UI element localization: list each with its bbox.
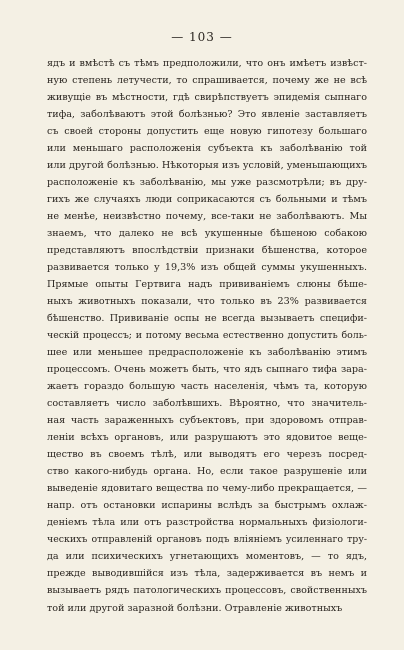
text-line: представляютъ впослѣдствіи признаки бѣшенства, которое: [47, 245, 367, 257]
text-line: леніи всѣхъ органовъ, или разрушаютъ это ядовитое веще-: [47, 432, 367, 444]
text-line: ныхъ животныхъ показали, что только въ 23% развивается: [47, 296, 367, 308]
text-line: щество въ своемъ тѣлѣ, или выводятъ его черезъ посред-: [47, 449, 367, 461]
text-line: ческихъ отправленій органовъ подъ вліяніемъ усиленнаго тру-: [47, 534, 367, 546]
text-line: Прямые опыты Гертвига надъ прививаніемъ слюны бѣше-: [47, 279, 367, 291]
text-line: гихъ же случаяхъ люди соприкасаются съ больными и тѣмъ: [47, 194, 367, 206]
text-line: бѣшенство. Прививаніе оспы не всегда вызываетъ специфи-: [47, 313, 367, 325]
text-line: процессомъ. Очень можетъ быть, что ядъ сыпнаго тифа зара-: [47, 364, 367, 376]
text-line: жаетъ гораздо большую часть населенія, чѣмъ та, которую: [47, 381, 367, 393]
text-line: или другой болѣзнью. Нѣкоторыя изъ условій, уменьшающихъ: [47, 160, 367, 172]
text-line: деніемъ тѣла или отъ разстройства нормальныхъ физіологи-: [47, 517, 367, 529]
text-line: живущіе въ мѣстности, гдѣ свирѣпствуетъ эпидемія сыпнаго: [47, 92, 367, 104]
text-line: ная часть зараженныхъ субъектовъ, при здоровомъ отправ-: [47, 415, 367, 427]
text-line: ческій процессъ; и потому весьма естественно допустить боль-: [47, 330, 367, 342]
text-line: да или психическихъ угнетающихъ моментовъ, — то ядъ,: [47, 551, 367, 563]
text-line: знаемъ, что далеко не всѣ укушенные бѣшеною собакою: [47, 228, 367, 240]
text-line: развивается только у 19,3% изъ общей суммы укушенныхъ.: [47, 262, 367, 274]
text-line: тифа, заболѣваютъ этой болѣзнью? Это явленіе заставляетъ: [47, 109, 367, 121]
body-text: [47, 55, 367, 617]
text-line: ядъ и вмѣстѣ съ тѣмъ предположили, что онъ имѣетъ извѣст-: [47, 58, 367, 69]
text-line: или меньшаго расположенія субъекта къ заболѣванію той: [47, 143, 367, 155]
text-line: составляетъ число заболѣвшихъ. Вѣроятно, что значитель-: [47, 398, 367, 410]
text-line: не менѣе, неизвѣстно почему, все-таки не заболѣваютъ. Мы: [47, 211, 367, 223]
text-line: ство какого-нибудь органа. Но, если такое разрушеніе или: [47, 466, 367, 478]
text-line: шее или меньшее предрасположеніе къ заболѣванію этимъ: [47, 347, 367, 359]
text-line: выведеніе ядовитаго вещества по чему-либо прекращается, —: [47, 483, 367, 495]
text-line: ную степень летучести, то спрашивается, почему же не всѣ: [47, 75, 367, 87]
text-line: прежде выводившійся изъ тѣла, задерживается въ немъ и: [47, 568, 367, 580]
text-line: съ своей стороны допустить еще новую гипотезу большаго: [47, 126, 367, 138]
text-line: расположеніе къ заболѣванію, мы уже разсмотрѣли; въ дру-: [47, 177, 367, 189]
text-line: напр. отъ остановки испарины вслѣдъ за быстрымъ охлаж-: [47, 500, 367, 512]
page-number: — 103 —: [171, 30, 233, 44]
text-line: той или другой заразной болѣзни. Отравленіе животныхъ: [47, 602, 343, 614]
text-line: вызываетъ рядъ патологическихъ процессовъ, свойственныхъ: [47, 585, 367, 597]
